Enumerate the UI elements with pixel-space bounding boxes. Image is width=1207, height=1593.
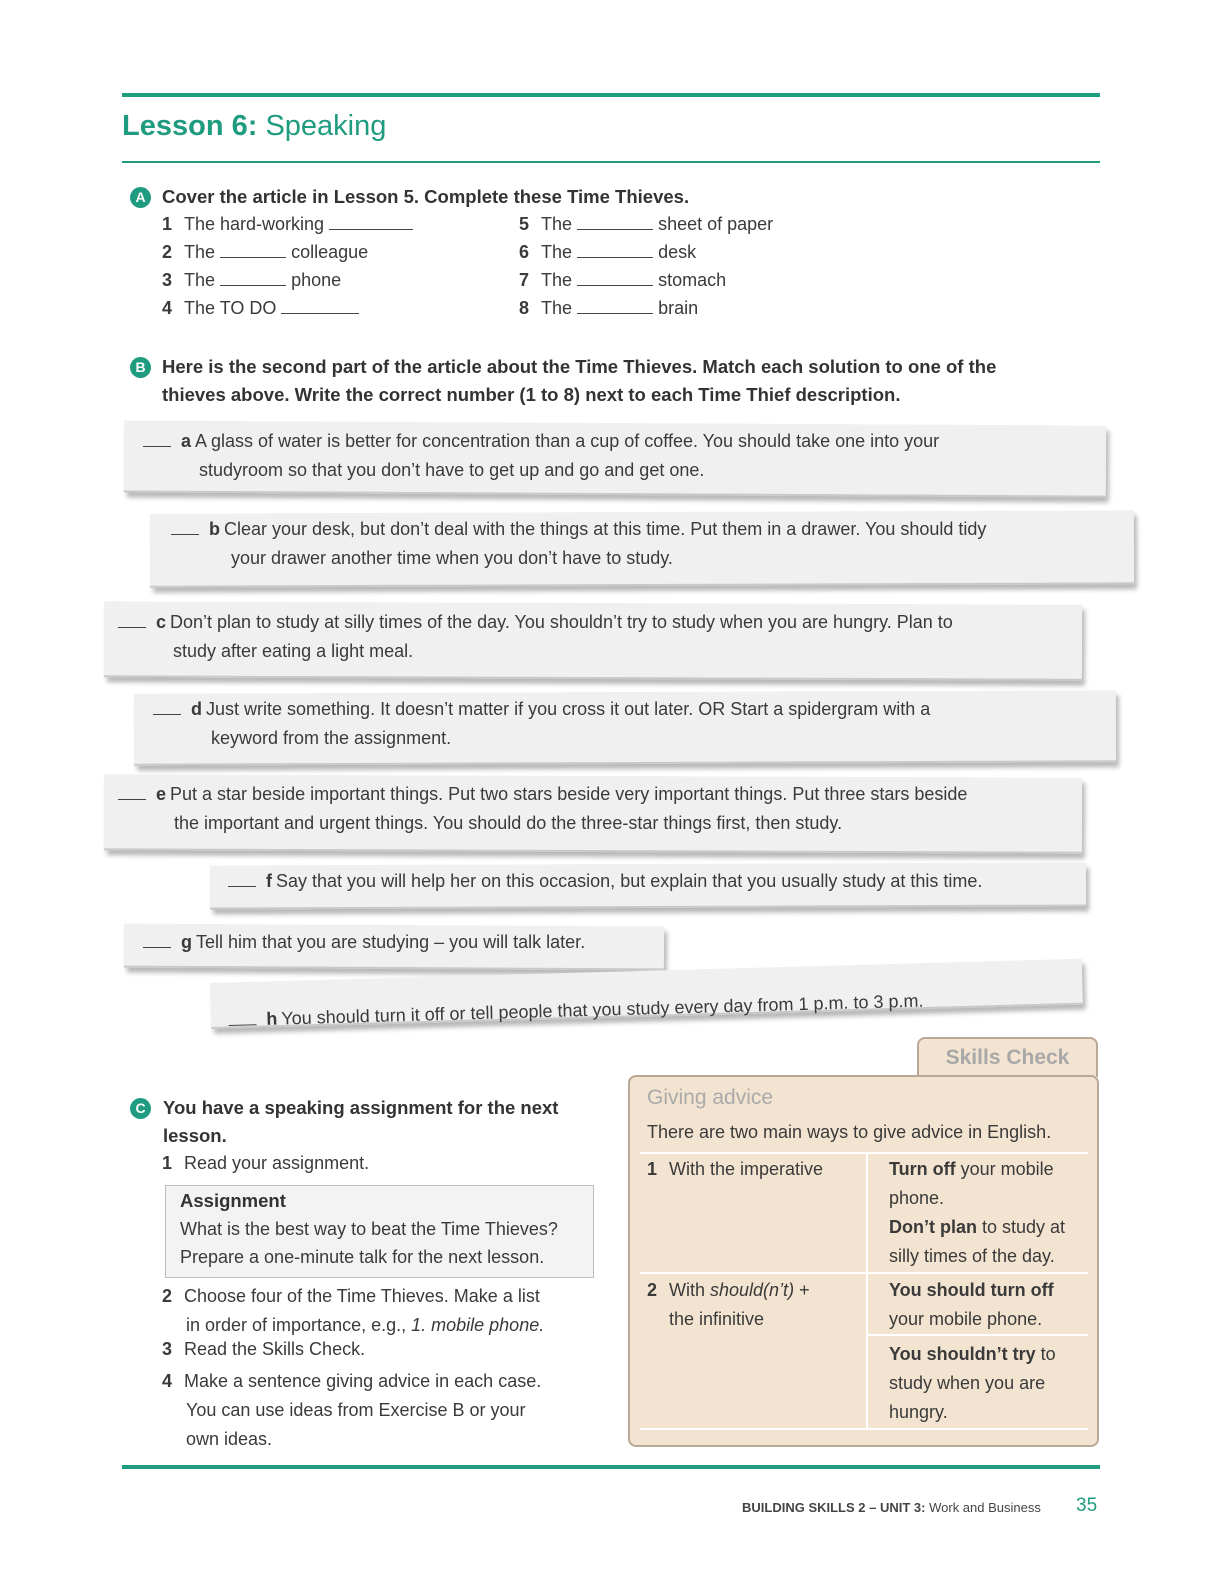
answer-blank[interactable] <box>118 787 146 800</box>
answer-blank[interactable] <box>143 935 171 948</box>
exercise-c-badge: C <box>130 1098 151 1119</box>
top-rule <box>122 93 1100 97</box>
list-item: 2 The colleague <box>162 242 369 262</box>
answer-blank[interactable] <box>171 522 199 535</box>
list-item: 3 The phone <box>162 270 342 290</box>
answer-blank[interactable] <box>153 702 181 715</box>
skills-heading: Giving advice <box>647 1086 774 1109</box>
divider <box>640 1428 1088 1430</box>
answer-blank[interactable] <box>577 215 653 230</box>
solution-a: a A glass of water is better for concentration than a cup of coffee. You should take one into your studyroom so that you don’t have to get up and go and get one. <box>143 427 939 485</box>
skills-check-tab: Skills Check <box>917 1037 1098 1077</box>
answer-blank[interactable] <box>220 243 286 258</box>
assignment-line1: What is the best way to beat the Time Thieves? <box>180 1219 558 1239</box>
exercise-b-instruction-line2: thieves above. Write the correct number (1 to 8) next to each Time Thief description. <box>162 384 901 405</box>
exercise-a-badge: A <box>130 187 151 208</box>
answer-blank[interactable] <box>220 271 286 286</box>
exercise-c-instruction-line2: lesson. <box>163 1125 227 1146</box>
list-item: 5 The sheet of paper <box>519 214 774 234</box>
solution-c: c Don’t plan to study at silly times of the day. You shouldn’t try to study when you are hungry. Plan to study after eating a light meal. <box>118 608 953 666</box>
assignment-title: Assignment <box>180 1190 286 1211</box>
exercise-b-badge: B <box>130 357 151 378</box>
answer-blank[interactable] <box>228 1012 256 1026</box>
list-item: 6 The desk <box>519 242 697 262</box>
answer-blank[interactable] <box>281 299 359 314</box>
assignment-line2: Prepare a one-minute talk for the next lesson. <box>180 1247 545 1267</box>
answer-blank[interactable] <box>577 299 653 314</box>
exercise-a-instruction: Cover the article in Lesson 5. Complete these Time Thieves. <box>162 186 690 207</box>
solution-f: f Say that you will help her on this occasion, but explain that you usually study at this time. <box>228 867 982 896</box>
answer-blank[interactable] <box>143 434 171 447</box>
answer-blank[interactable] <box>577 243 653 258</box>
list-item: 7 The stomach <box>519 270 727 290</box>
skills-row2-label: 2 With should(n’t) + the infinitive <box>647 1280 810 1329</box>
answer-blank[interactable] <box>228 874 256 887</box>
solution-g: g Tell him that you are studying – you will talk later. <box>143 928 585 957</box>
exercise-b-instruction-line1: Here is the second part of the article about the Time Thieves. Match each solution to one of the <box>162 356 997 377</box>
step-3: 3 Read the Skills Check. <box>162 1339 366 1359</box>
answer-blank[interactable] <box>329 215 413 230</box>
skills-row2-example2: You shouldn’t try to study when you are hungry. <box>889 1344 1056 1422</box>
page-number: 35 <box>1076 1495 1098 1516</box>
step-1: 1 Read your assignment. <box>162 1153 370 1173</box>
solution-e: e Put a star beside important things. Put two stars beside very important things. Put three stars beside the important and urgent things. You should do the three-star things first, then study. <box>118 780 967 838</box>
skills-intro: There are two main ways to give advice in English. <box>647 1122 1052 1142</box>
bottom-rule <box>122 1465 1100 1469</box>
answer-blank[interactable] <box>118 615 146 628</box>
assignment-box <box>165 1185 594 1278</box>
skills-row2-example1: You should turn off your mobile phone. <box>889 1280 1054 1329</box>
list-item: 1 The hard-working <box>162 214 413 235</box>
answer-blank[interactable] <box>577 271 653 286</box>
page-title <box>122 110 386 143</box>
title-rule <box>122 161 1100 163</box>
divider <box>866 1154 868 1428</box>
divider <box>640 1152 1088 1154</box>
step-4: 4 Make a sentence giving advice in each case. You can use ideas from Exercise B or your own ideas. <box>162 1371 542 1449</box>
step-2: 2 Choose four of the Time Thieves. Make a list in order of importance, e.g., 1. mobile phone. <box>162 1286 545 1335</box>
solution-h: h You should turn it off or tell people that you study every day from 1 p.m. to 3 p.m. <box>228 987 924 1035</box>
exercise-c-instruction-line1: You have a speaking assignment for the next <box>163 1097 559 1118</box>
skills-row1-label: 1 With the imperative <box>647 1159 824 1179</box>
divider <box>640 1272 1088 1274</box>
lesson-label: Lesson 6: <box>122 110 258 142</box>
list-item: 4 The TO DO <box>162 298 359 319</box>
skills-row1-examples: Turn off your mobile phone. Don’t plan to study at silly times of the day. <box>889 1159 1066 1266</box>
solution-d: d Just write something. It doesn’t matter if you cross it out later. OR Start a spidergram with a keyword from the assignment. <box>153 695 930 753</box>
list-item: 8 The brain <box>519 298 699 318</box>
footer-book: BUILDING SKILLS 2 – UNIT 3: Work and Business <box>742 1500 1041 1515</box>
skills-check-box <box>628 1075 1099 1447</box>
divider <box>868 1334 1088 1336</box>
solution-b: b Clear your desk, but don’t deal with the things at this time. Put them in a drawer. You should tidy your drawer another time when you don’t have to study. <box>171 515 986 573</box>
lesson-topic: Speaking <box>265 110 387 142</box>
